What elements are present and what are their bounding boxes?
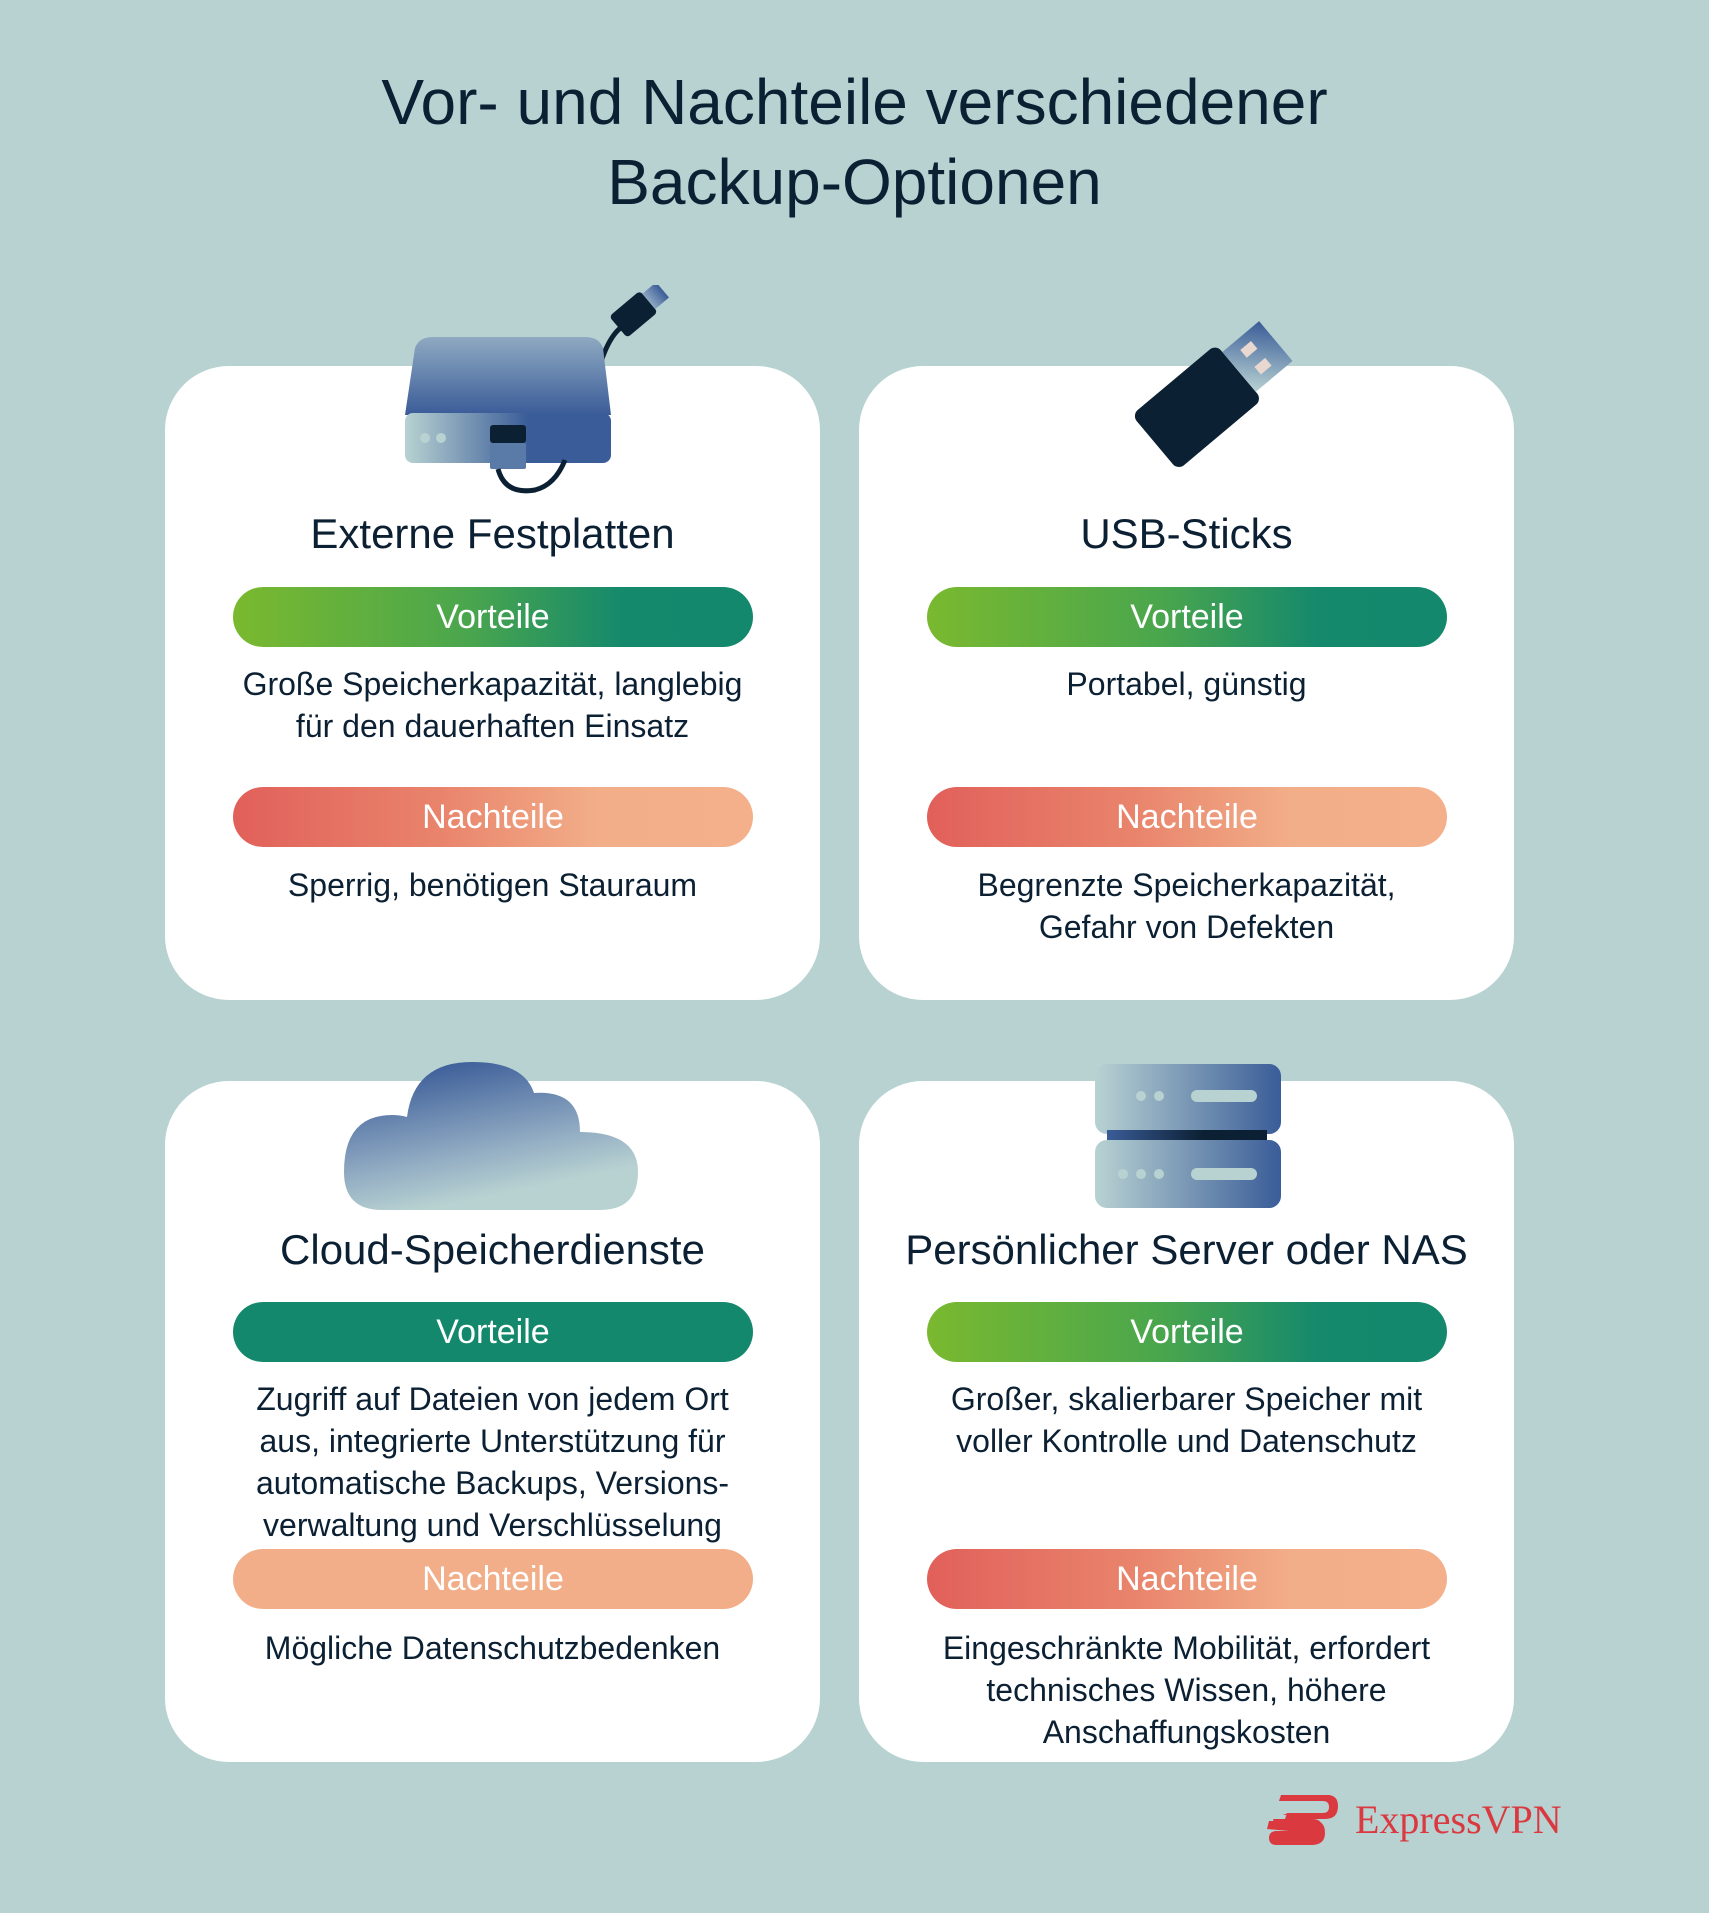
cons-text bbox=[879, 1627, 1494, 1753]
pros-line: aus, integrierte Unterstützung für bbox=[259, 1423, 726, 1459]
pros-line: Großer, skalierbarer Speicher mit bbox=[950, 1381, 1423, 1417]
cons-badge: Nachteile bbox=[927, 787, 1447, 847]
brand-name: ExpressVPN bbox=[1355, 1797, 1562, 1842]
page-title bbox=[0, 62, 1709, 222]
cons-text bbox=[879, 864, 1494, 948]
cloud-icon bbox=[342, 1060, 642, 1215]
usb-stick-icon bbox=[1100, 310, 1300, 490]
server-icon bbox=[1093, 1062, 1283, 1210]
pros-line: automatische Backups, Versions- bbox=[255, 1465, 730, 1501]
pros-line: für den dauerhaften Einsatz bbox=[295, 708, 690, 744]
cons-line: Begrenzte Speicherkapazität, bbox=[977, 867, 1396, 903]
card-title: Cloud-Speicherdienste bbox=[280, 1226, 705, 1273]
card-title: USB-Sticks bbox=[1080, 510, 1293, 557]
title-line-2: Backup-Optionen bbox=[607, 146, 1102, 218]
cons-line: Anschaffungskosten bbox=[1042, 1714, 1331, 1750]
cons-badge: Nachteile bbox=[233, 787, 753, 847]
external-hard-drive-icon bbox=[385, 285, 675, 495]
pros-line: voller Kontrolle und Datenschutz bbox=[956, 1423, 1417, 1459]
pros-line: Große Speicherkapazität, langlebig bbox=[242, 666, 743, 702]
expressvpn-logo-icon bbox=[1265, 1793, 1340, 1847]
cons-line: Mögliche Datenschutzbedenken bbox=[264, 1630, 721, 1666]
pros-badge: Vorteile bbox=[927, 587, 1447, 647]
pros-badge: Vorteile bbox=[233, 1302, 753, 1362]
cons-text bbox=[185, 864, 800, 906]
card-title: Externe Festplatten bbox=[310, 510, 675, 557]
cons-line: Eingeschränkte Mobilität, erfordert bbox=[942, 1630, 1431, 1666]
cons-text bbox=[185, 1627, 800, 1669]
pros-text bbox=[185, 663, 800, 747]
cons-line: Sperrig, benötigen Stauraum bbox=[287, 867, 698, 903]
pros-badge: Vorteile bbox=[233, 587, 753, 647]
pros-text bbox=[185, 1378, 800, 1546]
pros-line: Zugriff auf Dateien von jedem Ort bbox=[256, 1381, 729, 1417]
pros-line: Portabel, günstig bbox=[1066, 666, 1307, 702]
pros-line: verwaltung und Verschlüsselung bbox=[263, 1507, 722, 1543]
title-line-1: Vor- und Nachteile verschiedener bbox=[381, 66, 1328, 138]
pros-text bbox=[879, 663, 1494, 705]
cons-badge: Nachteile bbox=[233, 1549, 753, 1609]
cons-line: Gefahr von Defekten bbox=[1038, 909, 1335, 945]
pros-badge: Vorteile bbox=[927, 1302, 1447, 1362]
card-title: Persönlicher Server oder NAS bbox=[905, 1226, 1468, 1273]
cons-line: technisches Wissen, höhere bbox=[986, 1672, 1387, 1708]
pros-text bbox=[879, 1378, 1494, 1462]
cons-badge: Nachteile bbox=[927, 1549, 1447, 1609]
